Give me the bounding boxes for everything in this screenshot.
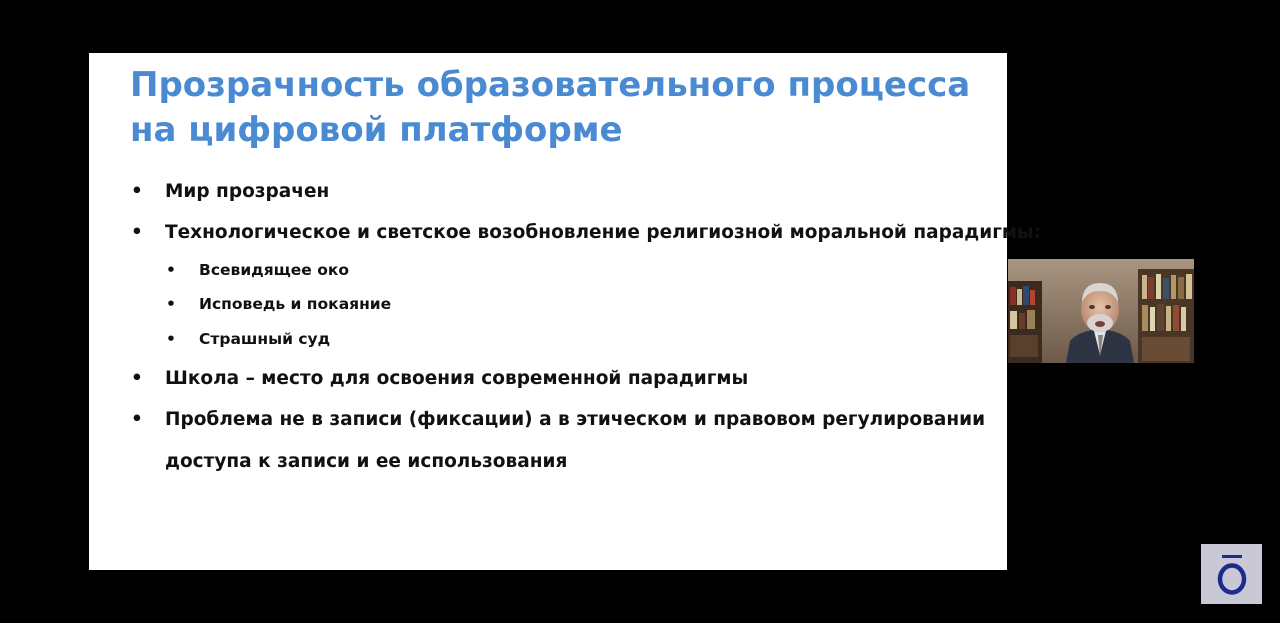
presentation-slide: [89, 53, 1042, 570]
logo-mark: [1215, 553, 1249, 595]
speaker-video-frame: [1008, 259, 1194, 363]
bullet-dot: •: [166, 330, 176, 348]
o-macron-logo-icon: [1201, 544, 1262, 604]
bullet-text: Страшный суд: [199, 330, 331, 348]
bullet-text: Технологическое и светское возобновление религиозной моральной парадигмы:: [165, 222, 1042, 243]
bullet-dot: •: [131, 368, 143, 389]
sub-bullet-item: [166, 260, 350, 280]
bullet-text: Всевидящее око: [199, 261, 350, 279]
bullet-text: Исповедь и покаяние: [199, 295, 392, 313]
speaker-video-feed[interactable]: [1008, 259, 1194, 363]
sub-bullet-item: [166, 329, 331, 349]
bullet-text: Проблема не в записи (фиксации) а в этическом и правовом регулировании: [165, 409, 986, 430]
bullet-text: Школа – место для освоения современной парадигмы: [165, 368, 749, 389]
bullet-dot: •: [166, 261, 176, 279]
bullet-item: [131, 408, 986, 432]
bullet-item: [131, 180, 330, 204]
bullet-item: [131, 221, 1042, 245]
bullet-continuation-text: доступа к записи и ее использования: [165, 451, 568, 472]
bullet-dot: •: [131, 409, 143, 430]
bullet-item: [131, 367, 749, 391]
bullet-dot: •: [131, 181, 143, 202]
bullet-text: Мир прозрачен: [165, 181, 330, 202]
sub-bullet-item: [166, 294, 392, 314]
slide-title: Прозрачность образовательного процесса на цифровой платформе: [130, 65, 971, 150]
bullet-dot: •: [166, 295, 176, 313]
bullet-dot: •: [131, 222, 143, 243]
